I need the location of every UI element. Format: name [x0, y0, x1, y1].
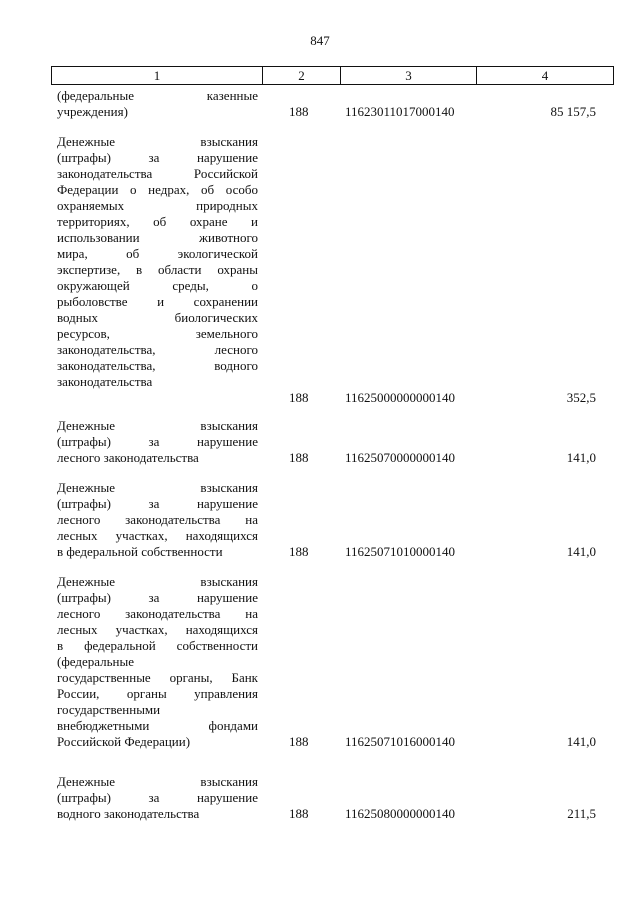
description-line: (штрафы) за нарушение [57, 790, 258, 805]
budget-code: 11625000000000140 [345, 390, 456, 405]
amount: 141,0 [566, 734, 596, 749]
description-line: Федерации о недрах, об особо [57, 182, 258, 197]
description-line: Денежные взыскания [57, 134, 258, 149]
description-line: использовании животного [57, 230, 258, 245]
column-header-4: 4 [477, 67, 614, 85]
description-line: охраняемых природных [57, 198, 258, 213]
column-header-table [51, 66, 614, 85]
admin-code: 188 [289, 544, 309, 559]
description-line: законодательства [57, 374, 153, 389]
budget-code: 11625071016000140 [345, 734, 456, 749]
budget-code: 11625080000000140 [345, 806, 456, 821]
budget-code: 11625071010000140 [345, 544, 456, 559]
description-line: Денежные взыскания [57, 480, 258, 495]
admin-code: 188 [289, 450, 309, 465]
description-line: ресурсов, земельного [57, 326, 258, 341]
description-line: учреждения) [57, 104, 128, 119]
description-line: (федеральные [57, 654, 134, 669]
description-line: территориях, об охране и [57, 214, 258, 229]
description-line: (штрафы) за нарушение [57, 434, 258, 449]
column-header-1: 1 [52, 67, 263, 85]
description-line: водных биологических [57, 310, 258, 325]
description-line: государственные органы, Банк [57, 670, 258, 685]
row-description [57, 134, 258, 390]
description-line: законодательства, лесного [57, 342, 258, 357]
admin-code: 188 [289, 390, 309, 405]
description-line: лесных участках, находящихся [57, 528, 258, 543]
amount: 352,5 [566, 390, 596, 405]
description-line: рыболовстве и сохранении [57, 294, 258, 309]
description-line: (штрафы) за нарушение [57, 590, 258, 605]
column-header-row [52, 67, 614, 85]
description-line: лесного законодательства на [57, 512, 258, 527]
description-line: (штрафы) за нарушение [57, 496, 258, 511]
amount: 141,0 [566, 544, 596, 559]
description-line: законодательства, водного [57, 358, 258, 373]
description-line: Денежные взыскания [57, 574, 258, 589]
admin-code: 188 [289, 806, 309, 821]
row-description [57, 774, 258, 822]
description-line: водного законодательства [57, 806, 200, 821]
column-header-3: 3 [341, 67, 477, 85]
column-header-2: 2 [263, 67, 341, 85]
row-description [57, 88, 258, 120]
page-number: 847 [310, 33, 330, 48]
description-line: (штрафы) за нарушение [57, 150, 258, 165]
row-description [57, 480, 258, 560]
description-line: экспертизе, в области охраны [57, 262, 258, 277]
description-line: лесных участках, находящихся [57, 622, 258, 637]
description-line: в федеральной собственности [57, 544, 223, 559]
amount: 141,0 [566, 450, 596, 465]
row-description [57, 418, 258, 466]
budget-code: 11623011017000140 [345, 104, 455, 119]
description-line: лесного законодательства на [57, 606, 258, 621]
admin-code: 188 [289, 104, 309, 119]
description-line: внебюджетными фондами [57, 718, 258, 733]
description-line: Денежные взыскания [57, 774, 258, 789]
amount: 85 157,5 [550, 104, 596, 119]
description-line: в федеральной собственности [57, 638, 258, 653]
description-line: России, органы управления [57, 686, 258, 701]
amount: 211,5 [567, 806, 596, 821]
row-description [57, 574, 258, 750]
description-line: окружающей среды, о [57, 278, 258, 293]
description-line: государственными [57, 702, 161, 717]
description-line: законодательства Российской [57, 166, 258, 181]
description-line: Денежные взыскания [57, 418, 258, 433]
description-line: мира, об экологической [57, 246, 258, 261]
budget-code: 11625070000000140 [345, 450, 456, 465]
admin-code: 188 [289, 734, 309, 749]
description-line: лесного законодательства [57, 450, 199, 465]
description-line: (федеральные казенные [57, 88, 258, 103]
description-line: Российской Федерации) [57, 734, 191, 749]
